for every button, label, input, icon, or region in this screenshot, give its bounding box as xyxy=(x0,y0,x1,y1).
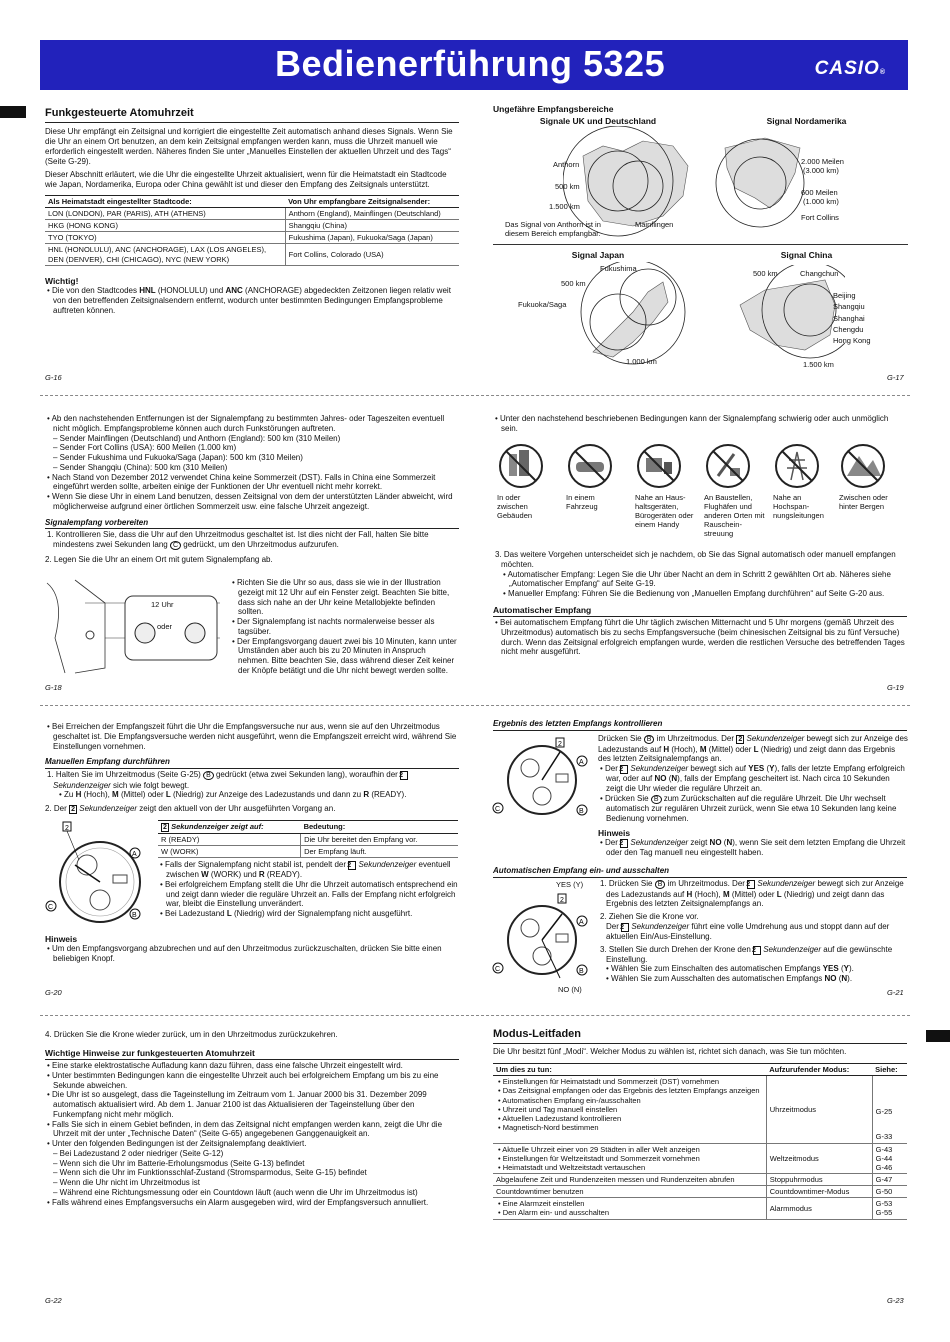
svg-text:C: C xyxy=(495,966,501,973)
label-beijing: Beijing xyxy=(833,291,856,300)
subheading: Automatischer Empfang xyxy=(493,604,592,615)
label-2000mi: 2.000 Meilen xyxy=(801,157,844,166)
bullet-item: • Unter den nachstehend beschriebenen Bedingungen kann der Signalempfang schwierig oder auch unmöglich sein. xyxy=(495,414,889,433)
no-power-lines-icon xyxy=(773,442,821,490)
page-number: G-19 xyxy=(887,683,904,692)
map-uk-germany xyxy=(493,116,703,242)
no-construction-icon xyxy=(704,442,752,490)
table-cell: Die Uhr bereitet den Empfang vor. xyxy=(301,834,458,846)
page-g23 xyxy=(493,1028,907,1220)
watch-face-svg xyxy=(492,878,596,996)
heading-rule xyxy=(493,616,907,617)
page-g19 xyxy=(493,414,907,434)
page-g16 xyxy=(45,107,459,315)
table-cell: G-25 G-33 xyxy=(872,1076,907,1143)
table-row xyxy=(158,834,458,846)
status-notes xyxy=(158,860,458,919)
icon-appliances xyxy=(635,442,705,529)
label-changchun: Changchun xyxy=(800,269,839,278)
page-number: G-16 xyxy=(45,373,62,382)
label-500km: 500 km xyxy=(555,182,580,191)
bullet-item: • Der 2 Sekundenzeiger zeigt NO (N), wenn Sie seit dem letzten Empfang die Uhrzeit oder den Tag manuell neu eingestellt haben. xyxy=(600,837,906,857)
svg-text:A: A xyxy=(132,851,137,858)
label-mainflingen: Mainflingen xyxy=(635,220,674,229)
subheading: Wichtige Hinweise zur funkgesteuerten Atomuhrzeit xyxy=(45,1047,255,1058)
label-anthorn-note: Das Signal von Anthorn ist in diesem Bereich empfangbar. xyxy=(505,220,601,239)
step-2: 2. Der 2 Sekundenzeiger zeigt den aktuell von der Uhr ausgeführten Vorgang an. xyxy=(45,804,336,814)
watch-face-svg xyxy=(492,736,592,820)
title-banner xyxy=(40,40,908,90)
svg-text:2: 2 xyxy=(558,741,562,748)
page-number: G-23 xyxy=(887,1296,904,1305)
bullet-item: • Der Empfangsvorgang dauert zwei bis 10 Minuten, kann unter Umständen aber auch bis zu 20 Minuten in Anspruch nehmen. Bitte beachten Sie, dass während dieser Zeit keiner der Knöpfe betätigt und die Uhr nicht bewegt werden sollte. xyxy=(232,636,457,675)
icon-mountains xyxy=(839,442,909,511)
section-heading: Funkgesteuerte Atomuhrzeit xyxy=(45,107,194,119)
instruction: Drücken Sie B im Uhrzeitmodus. Der 2 Sekundenzeiger bewegt sich zur Anzeige des Ladezustands auf H (Hoch), M (Mittel) oder L (Niedrig) und zeigt dann das Ergebnis des letzten Zeitsignalempfangs an. xyxy=(598,734,908,764)
table-row xyxy=(493,1198,907,1219)
page-separator xyxy=(40,1015,910,1016)
page-separator xyxy=(40,705,910,706)
label-1000km: 1.000 km xyxy=(626,357,657,366)
map-title: Signal Nordamerika xyxy=(766,116,847,126)
label-fort-collins: Fort Collins xyxy=(801,213,839,222)
button-b-icon: B xyxy=(203,771,214,780)
svg-text:2: 2 xyxy=(65,825,69,832)
svg-text:A: A xyxy=(579,919,584,926)
table-cell: G-53 G-55 xyxy=(872,1198,907,1219)
step-1: 1. Kontrollieren Sie, dass die Uhr auf den Uhrzeitmodus geschaltet ist. Ist dies nicht der Fall, halten Sie bitte mindestens zwei Sekunden lang C gedrückt, um den Uhrzeitmodus aufzurufen. xyxy=(47,530,429,549)
label-600mi: 600 Meilen xyxy=(801,188,838,197)
heading-rule xyxy=(493,730,907,731)
svg-text:B: B xyxy=(132,912,137,919)
label-500km: 500 km xyxy=(561,279,586,288)
table-cell: Countdowntimer benutzen xyxy=(493,1186,766,1198)
table-cell: • Eine Alarmzeit einstellen • Den Alarm ein- und ausschalten xyxy=(493,1198,766,1219)
bullet-item: • Um den Empfangsvorgang abzubrechen und auf den Uhrzeitmodus zurückzuschalten, drücken Sie bitte einen beliebigen Knopf. xyxy=(47,944,442,964)
map-title: Signal Japan xyxy=(571,250,625,260)
bullet-item: • Bei erfolgreichem Empfang stellt die Uhr die Uhrzeit automatisch entsprechend ein und zeigt dann wieder die reguläre Uhrzeit an. Falls der Empfang nicht erfolgreich war, bleibt die Einstellung unverändert. xyxy=(160,879,458,909)
casio-logo xyxy=(815,57,886,80)
brand-text: CASIO xyxy=(814,58,880,79)
svg-text:C: C xyxy=(48,904,54,911)
subheading: Automatischen Empfang ein- und ausschalten xyxy=(493,866,670,875)
label-shanghai: Shanghai xyxy=(833,314,865,323)
step-2: 2. Legen Sie die Uhr an einem Ort mit gutem Signalempfang ab. xyxy=(45,554,273,564)
bullet-item: • Nach Stand von Dezember 2012 verwendet China keine Sommerzeit (DST). Falls in China eine Sommerzeit eingeführt werden sollte, arbeiten einige der Funktionen der Uhr eventuell nicht mehr korrekt. xyxy=(47,472,436,492)
na-map-svg xyxy=(715,128,815,238)
label-1000km: (1.000 km) xyxy=(803,197,839,206)
label-oder: oder xyxy=(157,622,173,631)
icon-power-lines xyxy=(773,442,843,520)
page-separator xyxy=(40,395,910,396)
map-china xyxy=(705,250,908,370)
step-2: 2. Ziehen Sie die Krone vor. Der 2 Sekundenzeiger führt eine volle Umdrehung aus und stoppt dann auf der aktuellen Ein/Aus-Einstellung. xyxy=(600,912,890,941)
map-divider xyxy=(493,244,908,245)
bullet-item: • Der Signalempfang ist nachts normalerweise besser als tagsüber. xyxy=(232,617,435,636)
svg-text:B: B xyxy=(579,808,584,815)
page-g20 xyxy=(45,722,459,814)
label-12-uhr: 12 Uhr xyxy=(151,600,174,609)
table-cell: LON (LONDON), PAR (PARIS), ATH (ATHENS) xyxy=(45,208,285,220)
table-cell: Fukushima (Japan), Fukuoka/Saga (Japan) xyxy=(285,232,459,244)
icon-label: Nahe an Haus-haltsgeräten, Bürogeräten oder einem Handy xyxy=(635,492,694,530)
bullet-item: • Drücken Sie B zum Zurückschalten auf die reguläre Uhrzeit. Die Uhr wechselt automatisch zur regulären Uhrzeit zurück, wenn Sie etwa 10 Sekunden lang keine Bedienung vornehmen. xyxy=(600,793,897,823)
heading-rule xyxy=(493,1043,907,1044)
bullet-item: • Unter den folgenden Bedingungen ist der Zeitsignalempfang deaktiviert. xyxy=(47,1139,307,1149)
bullet-item: • Unter bestimmten Bedingungen kann die eingestellte Uhrzeit auch bei erfolgreichem Empfang um bis zu eine Sekunde abweichen. xyxy=(47,1070,439,1090)
subheading: Hinweis xyxy=(45,934,78,944)
bullet-item: • Falls während eines Empfangsversuchs ein Alarm ausgegeben wird, wird der Empfangsversuch annulliert. xyxy=(47,1197,429,1207)
icon-buildings xyxy=(497,442,567,520)
bullet-item: • Der 2 Sekundenzeiger bewegt sich auf YES (Y), falls der letzte Empfang erfolgreich war, oder auf NO (N), falls der Empfang gescheitert ist. Nach circa 10 Sekunden zeigt die Uhr wieder die reguläre Uhrzeit an. xyxy=(600,764,905,793)
map-title: Signal China xyxy=(780,250,833,260)
window-watch-svg xyxy=(45,578,225,678)
icon-label: In einem Fahrzeug xyxy=(566,492,598,511)
watch-illustration xyxy=(492,878,596,996)
paragraph: Dieser Abschnitt erläutert, wie die Uhr die eingestellte Uhrzeit aktualisiert, wenn für die Heimatstadt ein Stadtcode wie Japan, Nordamerika, Europa oder China gewählt ist und dieser den Empfang des Zeitsignals unterstützt. xyxy=(45,170,447,190)
subheading: Ergebnis des letzten Empfangs kontrollieren xyxy=(493,719,663,728)
dash-item: – Bei Ladezustand 2 oder niedriger (Seite G-12) xyxy=(53,1148,224,1158)
label-hongkong: Hong Kong xyxy=(833,336,871,345)
table-cell: G-47 xyxy=(872,1174,907,1186)
step-3: 3. Stellen Sie durch Drehen der Krone den 2 Sekundenzeiger auf die gewünschte Einstellung. xyxy=(600,944,893,964)
step-1: 1. Drücken Sie B im Uhrzeitmodus. Der 2 Sekundenzeiger bewegt sich zur Anzeige des Ladezustands auf H (Hoch), M (Mittel) oder L (Niedrig) und zeigt dann das Ergebnis des letzten Zeitsignalempfangs an. xyxy=(600,879,904,909)
table-header: Bedeutung: xyxy=(301,821,458,834)
table-header: 2 Sekundenzeiger zeigt auf: xyxy=(158,821,301,834)
table-cell: Anthorn (England), Mainflingen (Deutschland) xyxy=(285,208,459,220)
page-title: Bedienerführung 5325 xyxy=(275,43,666,84)
auto-onoff-head xyxy=(493,866,907,879)
step-3: 3. Das weitere Vorgehen unterscheidet sich je nachdem, ob Sie das Signal automatisch oder manuell empfangen möchten. xyxy=(495,550,896,569)
label-no: NO (N) xyxy=(558,985,582,994)
dash-item: – Wenn sich die Uhr im Batterie-Erholungsmodus (Seite G-13) befindet xyxy=(53,1158,305,1168)
table-cell: • Einstellungen für Heimatstadt und Sommerzeit (DST) vornehmen • Das Zeitsignal empfangen oder das Ergebnis des letzten Empfangs anzeigen • Automatischen Empfang ein-/ausschalten • Uhrzeit und Tag manuell einstellen • Aktuellen Ladezustand kontrollieren • Magnetisch-Nord bestimmen xyxy=(493,1076,766,1143)
heading-rule xyxy=(45,122,459,123)
no-buildings-icon xyxy=(497,442,545,490)
page-g22 xyxy=(45,1030,459,1207)
bullet-item: • Falls Sie sich in einem Gebiet befinden, in dem das Zeitsignal nicht empfangen werden kann, zeigt die Uhr die Uhrzeit mit der unter „Technische Daten“ (Seite G-65) angegebenen Ganggenauigkeit an. xyxy=(47,1119,443,1139)
table-cell: R (READY) xyxy=(158,834,301,846)
hinweis-g20 xyxy=(45,934,459,964)
paragraph: Diese Uhr empfängt ein Zeitsignal und korrigiert die eingestellte Zeit automatisch anhand dieses Signals. Wenn Sie die Uhr an einem Ort benutzen, an dem kein Zeitsignal empfangen werden kann, muss die Uhrzeit manuell wie erforderlich eingestellt werden. Näheres finden Sie unter „Manuelles Einstellen der aktuellen Uhrzeit und des Tags“ (Seite G-29). xyxy=(45,127,453,166)
page-number: G-20 xyxy=(45,988,62,997)
bullet-item: • Manueller Empfang: Führen Sie die Bedienung von „Manuellen Empfang durchführen“ auf Seite G-20 aus. xyxy=(503,589,885,598)
bullet-item: • Automatischer Empfang: Legen Sie die Uhr über Nacht an dem in Schritt 2 gewählten Ort ab. Näheres siehe „Automatischer Empfang“ auf Seite G-19. xyxy=(503,569,891,589)
watch-illustration xyxy=(45,820,150,930)
dash-item: – Sender Shangqiu (China): 500 km (310 Meilen) xyxy=(53,462,228,472)
important-heading: Wichtig! xyxy=(45,275,79,286)
bullet-item: • Die Uhr ist so ausgelegt, dass die Tageinstellung im Zeitraum vom 1. Januar 2000 bis 31. Dezember 2099 automatisch aktualisiert wird. Ab dem 1. Januar 2100 ist das Aktualisieren der Tageinstellung über den Funkempfang nicht mehr möglich. xyxy=(47,1090,427,1119)
page-g18 xyxy=(45,414,459,564)
china-map-svg xyxy=(735,265,845,365)
bullet-item: • Ab den nachstehenden Entfernungen ist der Signalempfang zu bestimmten Jahres- oder Tageszeiten eventuell nicht möglich. Empfangsprobleme können auch durch Funkstörungen auftreten. xyxy=(47,414,445,433)
svg-text:B: B xyxy=(579,968,584,975)
interference-icons xyxy=(497,442,909,542)
bullet-item: • Richten Sie die Uhr so aus, dass sie wie in der Illustration gezeigt mit 12 Uhr auf ein Fenster zeigt. Beachten Sie bitte, dass sich nahe an der Uhr keine Metallobjekte befinden sollten. xyxy=(232,578,450,617)
watch-illustration xyxy=(492,736,592,820)
bullet-item: • Wenn Sie diese Uhr in einem Land benutzen, dessen Zeitsignal von dem der unterstützten Länder abweicht, wird möglicherweise aufgrund einer örtlichen Sommerzeit usw. eine falsche Uhrzeit angezeigt. xyxy=(47,492,453,511)
dash-item: – Sender Fort Collins (USA): 600 Meilen (1.000 km) xyxy=(53,443,237,453)
subheading: Manuellen Empfang durchführen xyxy=(45,757,170,767)
page-number: G-22 xyxy=(45,1296,62,1305)
table-header: Als Heimatstadt eingestellter Stadtcode: xyxy=(45,195,285,207)
heading-rule xyxy=(45,528,459,529)
dash-item: – Sender Fukushima und Fukuoka/Saga (Japan): 500 km (310 Meilen) xyxy=(53,453,303,462)
icon-label: Nahe an Hochspan-nungsleitungen xyxy=(773,492,824,521)
dash-item: – Wenn sich die Uhr im Funktionsschlaf-Zustand (Stromsparmodus, Seite G-15) befindet xyxy=(53,1168,367,1178)
placement-notes xyxy=(230,578,458,676)
svg-text:2: 2 xyxy=(560,897,564,904)
check-result-text xyxy=(598,734,908,858)
table-cell: Abgelaufene Zeit und Rundenzeiten messen und Rundenzeiten abrufen xyxy=(493,1174,766,1186)
subheading: Hinweis xyxy=(598,827,631,838)
no-vehicle-icon xyxy=(566,442,614,490)
table-row xyxy=(493,1174,907,1186)
mode-guide-table xyxy=(493,1063,907,1219)
label-anthorn: Anthorn xyxy=(553,160,580,169)
section-heading: Modus-Leitfaden xyxy=(493,1028,581,1040)
table-cell: G-50 xyxy=(872,1186,907,1198)
table-cell: Alarmmodus xyxy=(766,1198,872,1219)
step-4: 4. Drücken Sie die Krone wieder zurück, um in den Uhrzeitmodus zurückzukehren. xyxy=(45,1030,338,1039)
table-row xyxy=(493,1076,907,1143)
table-row xyxy=(493,1143,907,1173)
bullet-item: • Eine starke elektrostatische Aufladung kann dazu führen, dass eine falsche Uhrzeit eingestellt wird. xyxy=(47,1061,403,1071)
table-header: Von Uhr empfangbare Zeitsignalsender: xyxy=(285,195,459,207)
svg-text:C: C xyxy=(495,806,501,813)
table-cell: Uhrzeitmodus xyxy=(766,1076,872,1143)
table-row xyxy=(493,1186,907,1198)
section-tab-left xyxy=(0,106,26,118)
table-cell: • Aktuelle Uhrzeit einer von 29 Städten in aller Welt anzeigen • Einstellungen für Weltzeitstadt und Sommerzeit vornehmen • Heimatstadt und Weltzeitstadt vertauschen xyxy=(493,1143,766,1173)
map-japan xyxy=(493,250,703,370)
step-1: 1. Halten Sie im Uhrzeitmodus (Seite G-25) B gedrückt (etwa zwei Sekunden lang), woraufhin der 2 Sekundenzeiger sich wie folgt bewegt. xyxy=(45,770,459,790)
icon-construction xyxy=(704,442,774,538)
dash-item: – Wenn die Uhr nicht im Uhrzeitmodus ist xyxy=(53,1178,201,1188)
table-row xyxy=(158,846,458,858)
table-cell: TYO (TOKYO) xyxy=(45,232,285,244)
button-c-icon: C xyxy=(170,541,181,550)
table-cell: Weltzeitmodus xyxy=(766,1143,872,1173)
table-cell: W (WORK) xyxy=(158,846,301,858)
dash-item: – Während eine Richtungsmessung oder ein Countdown läuft (auch wenn die Uhr im Uhrzeitmodus ist) xyxy=(53,1187,418,1197)
table-cell: HKG (HONG KONG) xyxy=(45,220,285,232)
table-cell: Shangqiu (China) xyxy=(285,220,459,232)
label-3000km: (3.000 km) xyxy=(803,166,839,175)
map-north-america xyxy=(705,116,908,242)
table-row xyxy=(45,220,459,232)
page-g19-steps xyxy=(493,550,907,657)
svg-text:A: A xyxy=(579,759,584,766)
label-shangqiu: Shangqiu xyxy=(833,302,865,311)
paragraph: Die Uhr besitzt fünf „Modi“. Welcher Modus zu wählen ist, richtet sich danach, was Sie tun möchten. xyxy=(493,1047,847,1057)
hand-2-icon: 2 xyxy=(400,771,408,780)
heading-rule xyxy=(45,768,459,769)
hand-2-icon: 2 xyxy=(69,805,77,814)
icon-vehicle xyxy=(566,442,636,511)
table-cell: Stoppuhrmodus xyxy=(766,1174,872,1186)
page-number: G-18 xyxy=(45,683,62,692)
heading-rule xyxy=(45,1059,459,1060)
watch-face-svg xyxy=(45,820,150,930)
page-number: G-21 xyxy=(887,988,904,997)
table-header: Um dies zu tun: xyxy=(493,1064,766,1076)
table-row xyxy=(45,232,459,244)
table-header: Siehe: xyxy=(872,1064,907,1076)
table-row xyxy=(45,208,459,220)
section-heading: Ungefähre Empfangsbereiche xyxy=(493,104,614,114)
window-illustration xyxy=(45,578,225,678)
bullet-item: • Falls der Signalempfang nicht stabil ist, pendelt der 2 Sekundenzeiger eventuell zwischen W (WORK) und R (READY). xyxy=(160,860,451,879)
label-yes: YES (Y) xyxy=(556,880,584,889)
icon-label: In oder zwischen Gebäuden xyxy=(497,492,533,521)
page-number: G-17 xyxy=(887,373,904,382)
no-mountains-icon xyxy=(839,442,887,490)
registered-mark: ® xyxy=(879,69,886,76)
table-row xyxy=(45,244,459,265)
bullet-item: • Wählen Sie zum Einschalten des automatischen Empfangs YES (Y). xyxy=(606,964,854,974)
important-text: • Die von den Stadtcodes HNL (HONOLULU) und ANC (ANCHORAGE) abgedeckten Zeitzonen liegen relativ weit von den betreffenden Zeitsignalsendern entfernt, wodurch unter bestimmten Bedingungen Empfangsprobleme auftreten können. xyxy=(47,286,451,315)
table-cell: G-43 G-44 G-46 xyxy=(872,1143,907,1173)
table-header: Aufzurufender Modus: xyxy=(766,1064,872,1076)
table-cell: HNL (HONOLULU), ANC (ANCHORAGE), LAX (LOS ANGELES), DEN (DENVER), CHI (CHICAGO), NYC (NEW YORK) xyxy=(45,244,285,265)
section-tab-right xyxy=(926,1030,950,1042)
bullet-item: • Zu H (Hoch), M (Mittel) oder L (Niedrig) zur Anzeige des Ladezustands und dann zu R (READY). xyxy=(59,790,407,800)
icon-label: Zwischen oder hinter Bergen xyxy=(839,492,888,511)
table-cell: Fort Collins, Colorado (USA) xyxy=(285,244,459,265)
map-title: Signale UK und Deutschland xyxy=(539,116,657,126)
subheading: Signalempfang vorbereiten xyxy=(45,517,149,527)
bullet-item: • Bei Ladezustand L (Niedrig) wird der Signalempfang nicht ausgeführt. xyxy=(160,909,413,918)
second-hand-table xyxy=(158,820,458,858)
label-fukuoka: Fukuoka/Saga xyxy=(518,300,567,309)
dash-item: – Sender Mainflingen (Deutschland) und Anthorn (England): 500 km (310 Meilen) xyxy=(53,433,341,443)
table-cell: Der Empfang läuft. xyxy=(301,846,458,858)
label-1500km: 1.500 km xyxy=(803,360,834,369)
bullet-item: • Bei automatischem Empfang führt die Uhr täglich zwischen Mitternacht und 5 Uhr morgens (gemäß Uhrzeit des Uhrzeitmodus) automatisch bis zu sechs Empfangsversuche (beim chinesischen Zeitsignal bis zu fünf Versuche) durch. Wenn das Zeitsignal erfolgreich empfangen wurde, werden die restlichen Versuche des betreffenden Tages nicht mehr ausgeführt. xyxy=(495,618,905,657)
auto-onoff-steps xyxy=(598,879,908,984)
table-cell: Countdowntimer-Modus xyxy=(766,1186,872,1198)
city-signal-table xyxy=(45,195,459,266)
label-chengdu: Chengdu xyxy=(833,325,864,334)
no-appliances-icon xyxy=(635,442,683,490)
page-g21-head xyxy=(493,719,907,732)
bullet-item: • Wählen Sie zum Ausschalten des automatischen Empfangs NO (N). xyxy=(606,974,853,984)
label-1500km: 1.500 km xyxy=(549,202,580,211)
label-500km: 500 km xyxy=(753,269,778,278)
bullet-item: • Bei Erreichen der Empfangszeit führt die Uhr die Empfangsversuche nur aus, wenn sie auf den Uhrzeitmodus geschaltet ist. Die Empfangsversuche werden nicht ausgeführt, wenn die Empfangszeit erreicht wird, während Sie Einstellungen vornehmen. xyxy=(47,722,457,751)
label-fukushima: Fukushima xyxy=(600,264,637,273)
icon-label: An Baustellen, Flughäfen und anderen Orten mit Rauschein-streuung xyxy=(704,492,765,539)
